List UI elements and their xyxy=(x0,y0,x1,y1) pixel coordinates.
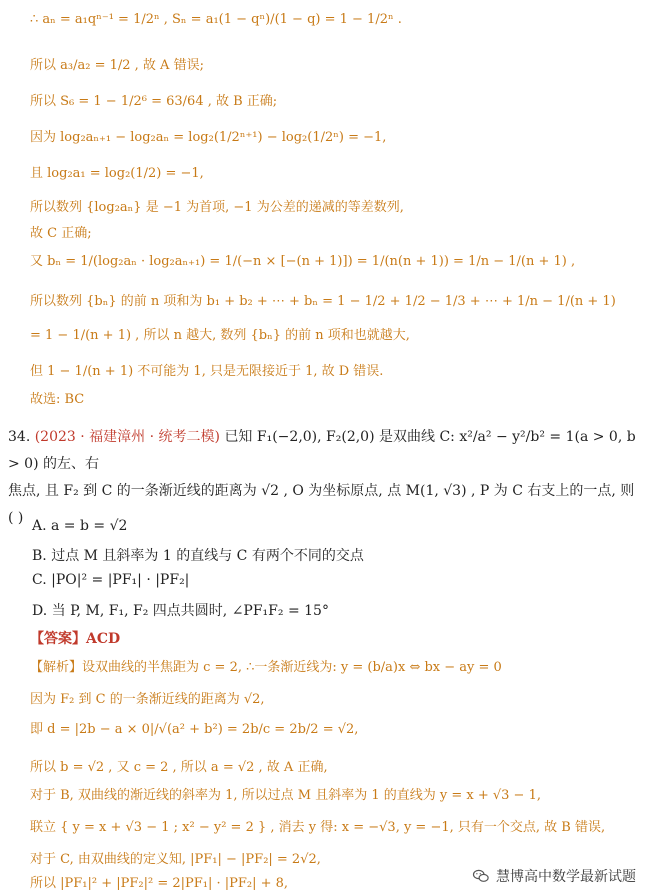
solution-line: 故选: BC xyxy=(30,392,85,407)
solution-line: 所以 a₃/a₂ = 1/2 , 故 A 错误; xyxy=(30,58,204,73)
analysis-line: 对于 C, 由双曲线的定义知, |PF₁| − |PF₂| = 2√2, xyxy=(30,852,321,867)
analysis-line: 【解析】设双曲线的半焦距为 c = 2, ∴一条渐近线为: y = (b/a)x ⇔ bx − ay = 0 xyxy=(30,660,502,675)
answer-blank: ( ) xyxy=(8,510,24,526)
question-text-2: 焦点, 且 F₂ 到 C 的一条渐近线的距离为 √2 , O 为坐标原点, 点 M(1, √3) , P 为 C 右支上的一点, 则 xyxy=(8,483,635,499)
option-b: B. 过点 M 且斜率为 1 的直线与 C 有两个不同的交点 xyxy=(32,548,364,564)
solution-line: = 1 − 1/(n + 1) , 所以 n 越大, 数列 {bₙ} 的前 n 项和也就越大, xyxy=(30,328,410,343)
analysis-line: 对于 B, 双曲线的渐近线的斜率为 1, 所以过点 M 且斜率为 1 的直线为 y = x + √3 − 1, xyxy=(30,788,541,803)
analysis-line: 所以 b = √2 , 又 c = 2 , 所以 a = √2 , 故 A 正确, xyxy=(30,760,328,775)
option-a: A. a = b = √2 xyxy=(32,518,128,534)
solution-line: 但 1 − 1/(n + 1) 不可能为 1, 只是无限接近于 1, 故 D 错误. xyxy=(30,364,384,379)
solution-line: 所以数列 {log₂aₙ} 是 −1 为首项, −1 为公差的递减的等差数列, xyxy=(30,200,404,215)
watermark-text: 慧博高中数学最新试题 xyxy=(496,869,636,885)
question-number: 34. xyxy=(8,429,31,445)
solution-line: 且 log₂a₁ = log₂(1/2) = −1, xyxy=(30,166,204,181)
solution-line: ∴ aₙ = a₁qⁿ⁻¹ = 1/2ⁿ , Sₙ = a₁(1 − qⁿ)/(1 − q) = 1 − 1/2ⁿ . xyxy=(30,12,402,27)
watermark xyxy=(468,864,640,888)
answer-label: 【答案】ACD xyxy=(30,631,121,647)
analysis-line: 所以 |PF₁|² + |PF₂|² = 2|PF₁| · |PF₂| + 8, xyxy=(30,876,289,891)
option-c: C. |PO|² = |PF₁| · |PF₂| xyxy=(32,572,190,588)
analysis-line: 联立 { y = x + √3 − 1 ; x² − y² = 2 } , 消去 y 得: x = −√3, y = −1, 只有一个交点, 故 B 错误, xyxy=(30,820,606,835)
question-source: (2023 · 福建漳州 · 统考二模) xyxy=(34,429,220,445)
solution-line: 故 C 正确; xyxy=(30,226,92,241)
solution-line: 因为 log₂aₙ₊₁ − log₂aₙ = log₂(1/2ⁿ⁺¹) − log₂(1/2ⁿ) = −1, xyxy=(30,130,387,145)
solution-line: 又 bₙ = 1/(log₂aₙ · log₂aₙ₊₁) = 1/(−n × [−(n + 1)]) = 1/(n(n + 1)) = 1/n − 1/(n + 1) , xyxy=(30,254,576,269)
wechat-icon xyxy=(472,867,490,885)
option-d: D. 当 P, M, F₁, F₂ 四点共圆时, ∠PF₁F₂ = 15° xyxy=(32,603,329,619)
analysis-line: 即 d = |2b − a × 0|/√(a² + b²) = 2b/c = 2b/2 = √2, xyxy=(30,722,359,737)
question-stem xyxy=(8,424,644,532)
analysis-line: 因为 F₂ 到 C 的一条渐近线的距离为 √2, xyxy=(30,692,265,707)
solution-line: 所以 S₆ = 1 − 1/2⁶ = 63/64 , 故 B 正确; xyxy=(30,94,278,109)
solution-line: 所以数列 {bₙ} 的前 n 项和为 b₁ + b₂ + ⋯ + bₙ = 1 − 1/2 + 1/2 − 1/3 + ⋯ + 1/n − 1/(n + 1) xyxy=(30,294,616,309)
question-text-1: 已知 F₁(−2,0), F₂(2,0) 是双曲线 C: x²/a² − y²/b² = 1(a > 0, b > 0) 的左、右 xyxy=(8,429,636,472)
